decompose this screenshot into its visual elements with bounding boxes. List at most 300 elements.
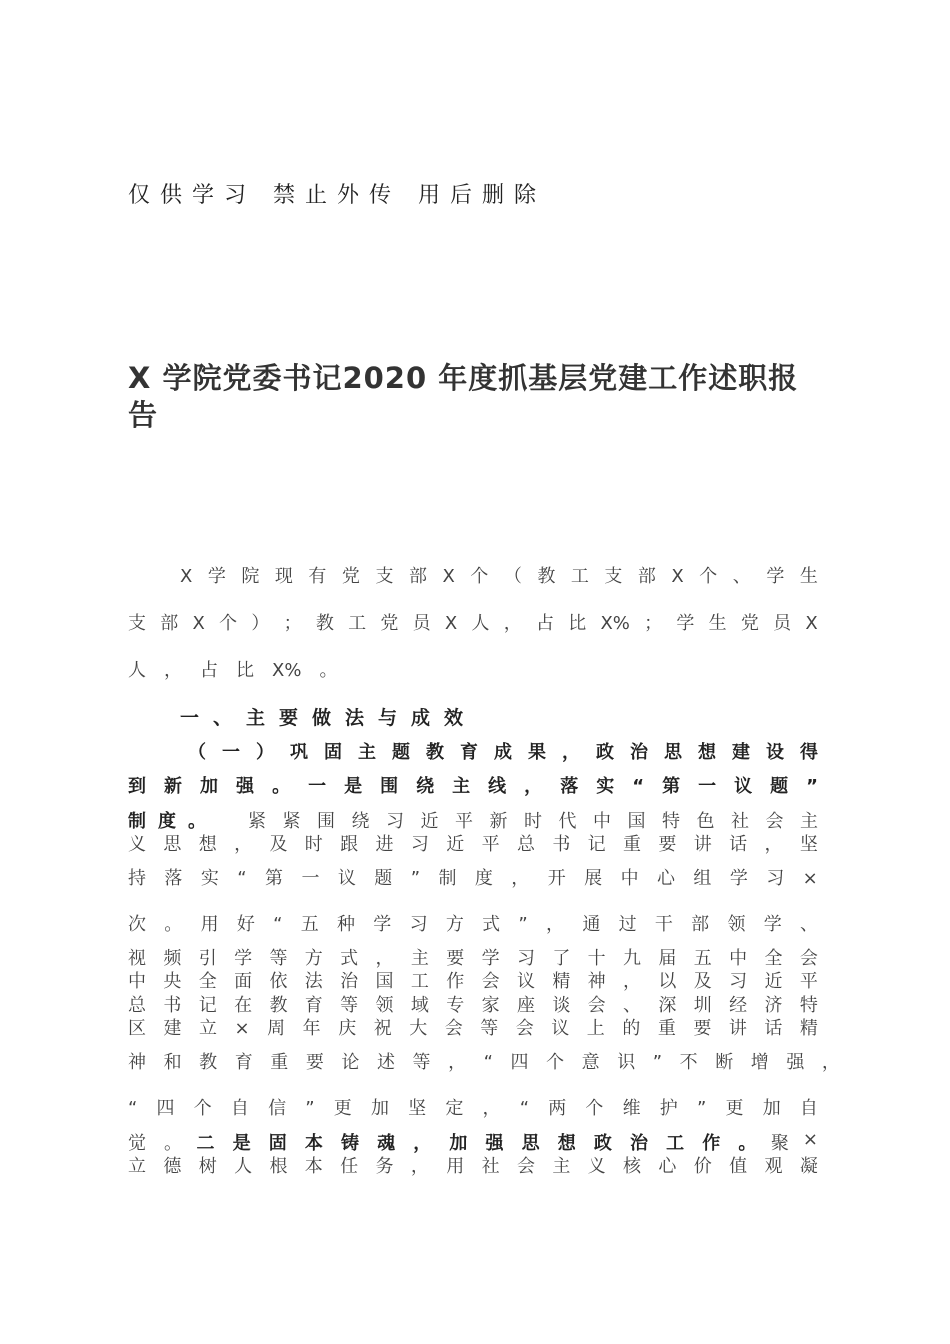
glyph: 学 xyxy=(676,613,695,634)
body-line xyxy=(128,1014,818,1040)
glyph: 通 xyxy=(582,914,601,935)
glyph: ， xyxy=(764,834,783,855)
glyph: 四 xyxy=(156,1098,175,1119)
glyph: 会 xyxy=(765,811,784,832)
glyph: 持 xyxy=(128,868,146,889)
glyph: 党 xyxy=(740,613,759,634)
glyph: 部 xyxy=(160,613,179,634)
glyph: 二 xyxy=(196,1133,215,1154)
glyph: 教 xyxy=(426,742,444,763)
glyph: 开 xyxy=(547,868,566,889)
glyph: 习 xyxy=(410,834,429,855)
glyph: 工 xyxy=(410,971,429,992)
glyph: 教 xyxy=(269,995,288,1016)
glyph: 习 xyxy=(729,971,748,992)
glyph: 部 xyxy=(408,566,427,587)
glyph: 近 xyxy=(764,971,783,992)
glyph: 员 xyxy=(412,613,431,634)
glyph: 度 xyxy=(474,868,493,889)
glyph: 要 xyxy=(305,1052,324,1073)
glyph: 建 xyxy=(163,1018,182,1039)
glyph: 要 xyxy=(446,948,465,969)
glyph: 方 xyxy=(304,948,323,969)
intro-line xyxy=(128,609,818,635)
glyph: 国 xyxy=(627,811,646,832)
glyph: 第 xyxy=(662,776,681,797)
glyph: 强 xyxy=(236,776,255,797)
glyph: 平 xyxy=(481,834,500,855)
glyph: 设 xyxy=(766,742,784,763)
document-title: X 学院党委书记2020 年度抓基层党建工作述职报告 xyxy=(128,361,799,432)
glyph: ； xyxy=(644,613,663,634)
glyph: 部 xyxy=(637,566,656,587)
glyph: 特 xyxy=(662,811,680,832)
glyph: X xyxy=(805,613,818,634)
glyph: 价 xyxy=(693,1156,712,1177)
glyph: X% xyxy=(600,613,630,634)
glyph: 员 xyxy=(773,613,792,634)
glyph: ， xyxy=(413,1133,432,1154)
glyph: 工 xyxy=(570,566,589,587)
glyph: 加 xyxy=(200,776,219,797)
glyph: 中 xyxy=(128,971,146,992)
glyph: 跟 xyxy=(340,834,359,855)
glyph: 成 xyxy=(494,742,512,763)
glyph: 人 xyxy=(234,1156,253,1177)
glyph: 记 xyxy=(198,995,217,1016)
section-heading: 一、主要做法与成效 xyxy=(180,707,478,729)
glyph: 是 xyxy=(344,776,363,797)
glyph: “ xyxy=(483,1052,493,1073)
glyph: 重 xyxy=(270,1052,289,1073)
glyph: 个 xyxy=(585,1098,604,1119)
glyph: 心 xyxy=(658,1156,677,1177)
glyph: （ xyxy=(188,742,206,763)
glyph: X xyxy=(671,566,684,587)
glyph: 中 xyxy=(729,948,748,969)
glyph: 。 xyxy=(272,776,291,797)
glyph: 。 xyxy=(164,914,183,935)
glyph: 习 xyxy=(409,914,428,935)
body-line-bold xyxy=(188,738,818,764)
glyph: 工 xyxy=(666,1133,685,1154)
body-line xyxy=(128,967,818,993)
glyph: 部 xyxy=(691,914,710,935)
glyph: 自 xyxy=(230,1098,249,1119)
glyph: 式 xyxy=(482,914,501,935)
glyph: ” xyxy=(305,1098,315,1119)
glyph: 现 xyxy=(274,566,293,587)
glyph: 主 xyxy=(552,1156,571,1177)
glyph: 主 xyxy=(800,811,818,832)
glyph: ， xyxy=(410,1156,429,1177)
body-line xyxy=(128,1048,840,1074)
glyph: 记 xyxy=(587,834,606,855)
glyph: 任 xyxy=(340,1156,359,1177)
glyph: ” xyxy=(652,1052,663,1073)
glyph: 组 xyxy=(693,868,712,889)
glyph: 制 xyxy=(438,868,457,889)
glyph: 五 xyxy=(300,914,319,935)
glyph: 国 xyxy=(375,971,394,992)
glyph: 制 xyxy=(128,811,146,832)
glyph: 周 xyxy=(267,1018,286,1039)
glyph: 想 xyxy=(698,742,716,763)
glyph: 话 xyxy=(729,834,748,855)
glyph: 精 xyxy=(552,971,571,992)
glyph: 到 xyxy=(128,776,146,797)
glyph: 代 xyxy=(558,811,577,832)
glyph: 义 xyxy=(128,834,146,855)
glyph: 绕 xyxy=(351,811,370,832)
glyph: 有 xyxy=(308,566,327,587)
glyph: 比 xyxy=(568,613,587,634)
glyph: × xyxy=(802,868,818,889)
glyph: 。 xyxy=(319,660,338,681)
glyph: ， xyxy=(524,776,543,797)
glyph: 坚 xyxy=(799,834,818,855)
glyph: X xyxy=(180,566,193,587)
glyph: 想 xyxy=(198,834,217,855)
glyph: 话 xyxy=(764,1018,783,1039)
glyph: 识 xyxy=(617,1052,636,1073)
glyph: 学 xyxy=(763,914,782,935)
glyph: 树 xyxy=(198,1156,217,1177)
glyph: 意 xyxy=(581,1052,600,1073)
glyph: 习 xyxy=(516,948,535,969)
glyph: 信 xyxy=(268,1098,287,1119)
glyph: 圳 xyxy=(693,995,712,1016)
glyph: 中 xyxy=(620,868,639,889)
glyph: 域 xyxy=(410,995,429,1016)
glyph: “ xyxy=(519,1098,530,1119)
glyph: 深 xyxy=(658,995,677,1016)
glyph: 。 xyxy=(738,1133,757,1154)
glyph: 、 xyxy=(800,914,818,935)
glyph: 政 xyxy=(593,1133,612,1154)
glyph: 等 xyxy=(340,995,359,1016)
glyph: 述 xyxy=(376,1052,395,1073)
glyph: 题 xyxy=(374,868,393,889)
glyph: 党 xyxy=(341,566,360,587)
body-line xyxy=(128,864,818,890)
glyph: 两 xyxy=(548,1098,567,1119)
glyph: 要 xyxy=(658,834,677,855)
glyph: 议 xyxy=(734,776,753,797)
glyph: 院 xyxy=(241,566,260,587)
glyph: 央 xyxy=(163,971,182,992)
glyph: 政 xyxy=(596,742,614,763)
glyph: 习 xyxy=(386,811,404,832)
glyph: 领 xyxy=(727,914,746,935)
glyph: 绕 xyxy=(416,776,435,797)
glyph: 育 xyxy=(304,995,323,1016)
glyph: 展 xyxy=(584,868,603,889)
glyph: ） xyxy=(251,613,270,634)
glyph: 引 xyxy=(198,948,217,969)
glyph: ” xyxy=(518,914,528,935)
glyph: 生 xyxy=(708,613,727,634)
glyph: 更 xyxy=(725,1098,744,1119)
glyph: 大 xyxy=(409,1018,428,1039)
glyph: 经 xyxy=(729,995,748,1016)
body-line-bold xyxy=(128,772,818,798)
glyph: 立 xyxy=(128,1156,146,1177)
glyph: 议 xyxy=(551,1018,570,1039)
glyph: 全 xyxy=(198,971,217,992)
glyph: 得 xyxy=(800,742,818,763)
glyph: 学 xyxy=(207,566,226,587)
glyph: 法 xyxy=(304,971,323,992)
glyph: 书 xyxy=(552,834,571,855)
glyph: 占 xyxy=(200,660,218,681)
glyph: 社 xyxy=(481,1156,500,1177)
glyph: 以 xyxy=(658,971,677,992)
glyph: 重 xyxy=(657,1018,676,1039)
glyph: 进 xyxy=(375,834,394,855)
glyph: 依 xyxy=(269,971,288,992)
glyph: 强 xyxy=(786,1052,805,1073)
confidentiality-notice: 仅供学习 禁止外传 用后删除 xyxy=(128,183,546,208)
glyph: 视 xyxy=(128,948,146,969)
glyph: 频 xyxy=(163,948,182,969)
glyph: 新 xyxy=(489,811,508,832)
glyph: 党 xyxy=(380,613,399,634)
glyph: 祝 xyxy=(373,1018,392,1039)
glyph: 建 xyxy=(732,742,750,763)
glyph: 比 xyxy=(236,660,254,681)
glyph: 、 xyxy=(732,566,751,587)
glyph: ， xyxy=(562,742,580,763)
glyph: 色 xyxy=(696,811,715,832)
glyph: 人 xyxy=(471,613,490,634)
glyph: 固 xyxy=(268,1133,287,1154)
glyph: 会 xyxy=(587,995,606,1016)
glyph: ， xyxy=(503,613,522,634)
glyph: 学 xyxy=(766,566,785,587)
glyph: ， xyxy=(546,914,565,935)
glyph: ， xyxy=(448,1052,467,1073)
glyph: 及 xyxy=(693,971,712,992)
glyph: 论 xyxy=(341,1052,360,1073)
glyph: 落 xyxy=(164,868,183,889)
glyph: 议 xyxy=(516,971,535,992)
glyph: 时 xyxy=(524,811,542,832)
glyph: 总 xyxy=(128,995,146,1016)
glyph: 等 xyxy=(269,948,288,969)
glyph: 神 xyxy=(587,971,606,992)
glyph: 个 xyxy=(546,1052,565,1073)
glyph: 近 xyxy=(420,811,439,832)
glyph: 治 xyxy=(630,742,648,763)
glyph: 一 xyxy=(301,868,320,889)
glyph: 学 xyxy=(373,914,392,935)
glyph: 、 xyxy=(623,995,642,1016)
glyph: ” xyxy=(696,1098,707,1119)
glyph: 作 xyxy=(446,971,465,992)
glyph: 度 xyxy=(158,811,176,832)
glyph: 一 xyxy=(222,742,240,763)
glyph: 加 xyxy=(370,1098,389,1119)
glyph: 第 xyxy=(265,868,284,889)
glyph: 是 xyxy=(232,1133,251,1154)
glyph: 魂 xyxy=(377,1133,396,1154)
glyph: 近 xyxy=(446,834,465,855)
glyph: 值 xyxy=(729,1156,748,1177)
glyph: 社 xyxy=(731,811,749,832)
glyph: 讲 xyxy=(728,1018,747,1039)
glyph: 年 xyxy=(302,1018,321,1039)
glyph: 方 xyxy=(445,914,464,935)
glyph: 用 xyxy=(200,914,219,935)
glyph: 育 xyxy=(460,742,478,763)
glyph: 学 xyxy=(729,868,748,889)
glyph: 主 xyxy=(410,948,429,969)
glyph: 五 xyxy=(693,948,712,969)
glyph: 想 xyxy=(557,1133,576,1154)
glyph: 好 xyxy=(236,914,255,935)
glyph: 个 xyxy=(699,566,718,587)
glyph: 育 xyxy=(234,1052,253,1073)
glyph: 线 xyxy=(488,776,507,797)
glyph: 十 xyxy=(587,948,606,969)
glyph: 思 xyxy=(163,834,182,855)
glyph: 作 xyxy=(702,1133,721,1154)
glyph: 紧 xyxy=(282,811,301,832)
glyph: 次 xyxy=(128,914,146,935)
glyph: 治 xyxy=(340,971,359,992)
glyph: 定 xyxy=(445,1098,464,1119)
glyph: 总 xyxy=(516,834,535,855)
glyph: 主 xyxy=(358,742,376,763)
glyph: 全 xyxy=(764,948,783,969)
glyph: 围 xyxy=(380,776,399,797)
glyph: 干 xyxy=(654,914,673,935)
glyph: 平 xyxy=(799,971,818,992)
glyph: 和 xyxy=(163,1052,182,1073)
glyph: X% xyxy=(272,660,302,681)
glyph: 习 xyxy=(766,868,785,889)
glyph: 心 xyxy=(656,868,675,889)
glyph: 教 xyxy=(315,613,334,634)
glyph: 议 xyxy=(337,868,356,889)
glyph: 支 xyxy=(128,613,146,634)
glyph: 果 xyxy=(528,742,546,763)
glyph: 新 xyxy=(164,776,183,797)
body-line xyxy=(128,1094,818,1120)
glyph: 个 xyxy=(470,566,489,587)
glyph: （ xyxy=(503,566,522,587)
glyph: ， xyxy=(375,948,394,969)
intro-line xyxy=(128,656,818,682)
glyph: 领 xyxy=(375,995,394,1016)
intro-line xyxy=(180,562,818,588)
body-line xyxy=(128,830,818,856)
glyph: 题 xyxy=(392,742,410,763)
glyph: 谈 xyxy=(552,995,571,1016)
glyph: ” xyxy=(410,868,421,889)
glyph: 治 xyxy=(629,1133,648,1154)
glyph: 人 xyxy=(128,660,146,681)
glyph: 固 xyxy=(324,742,342,763)
glyph: “ xyxy=(273,914,283,935)
glyph: ， xyxy=(234,834,253,855)
glyph: 学 xyxy=(234,948,253,969)
glyph: 了 xyxy=(552,948,571,969)
glyph: 工 xyxy=(348,613,367,634)
glyph: 的 xyxy=(622,1018,641,1039)
glyph: 更 xyxy=(333,1098,352,1119)
glyph: 神 xyxy=(128,1052,146,1073)
glyph: 一 xyxy=(308,776,327,797)
glyph: 德 xyxy=(163,1156,182,1177)
glyph: 义 xyxy=(587,1156,606,1177)
glyph: 要 xyxy=(693,1018,712,1039)
glyph: 本 xyxy=(304,1133,323,1154)
glyph: 加 xyxy=(449,1133,468,1154)
glyph: ， xyxy=(482,1098,501,1119)
glyph: 凝 xyxy=(799,1156,818,1177)
glyph: 教 xyxy=(537,566,556,587)
glyph: “ xyxy=(632,776,645,797)
glyph: 上 xyxy=(586,1018,605,1039)
glyph: 铸 xyxy=(340,1133,359,1154)
glyph: 强 xyxy=(485,1133,504,1154)
glyph: 特 xyxy=(799,995,818,1016)
glyph: 。 xyxy=(164,1133,182,1154)
glyph: 一 xyxy=(698,776,717,797)
body-line xyxy=(128,1152,818,1178)
glyph: 实 xyxy=(200,868,219,889)
glyph: 维 xyxy=(622,1098,641,1119)
glyph: 务 xyxy=(375,1156,394,1177)
glyph: “ xyxy=(237,868,247,889)
glyph: 思 xyxy=(521,1133,540,1154)
glyph: 中 xyxy=(593,811,611,832)
glyph: ， xyxy=(164,660,182,681)
glyph: 届 xyxy=(658,948,677,969)
glyph: 区 xyxy=(128,1018,146,1039)
glyph: ， xyxy=(511,868,530,889)
glyph: 会 xyxy=(799,948,818,969)
glyph: 觉 xyxy=(128,1133,146,1154)
glyph: 本 xyxy=(304,1156,323,1177)
glyph: 教 xyxy=(199,1052,218,1073)
glyph: 专 xyxy=(446,995,465,1016)
glyph: × xyxy=(234,1018,250,1039)
glyph: 在 xyxy=(234,995,253,1016)
glyph: 核 xyxy=(623,1156,642,1177)
glyph: 时 xyxy=(304,834,323,855)
glyph: 立 xyxy=(199,1018,218,1039)
glyph: 四 xyxy=(510,1052,529,1073)
body-line xyxy=(128,910,818,936)
glyph: 巩 xyxy=(290,742,308,763)
glyph: 讲 xyxy=(693,834,712,855)
glyph: 落 xyxy=(560,776,579,797)
glyph: 及 xyxy=(269,834,288,855)
glyph: × xyxy=(802,1129,818,1150)
glyph: 面 xyxy=(234,971,253,992)
glyph: 加 xyxy=(762,1098,781,1119)
glyph: 用 xyxy=(446,1156,465,1177)
glyph: 等 xyxy=(412,1052,431,1073)
glyph: 会 xyxy=(516,1156,535,1177)
glyph: 根 xyxy=(269,1156,288,1177)
glyph: ， xyxy=(623,971,642,992)
glyph: 平 xyxy=(455,811,473,832)
glyph: 护 xyxy=(659,1098,678,1119)
